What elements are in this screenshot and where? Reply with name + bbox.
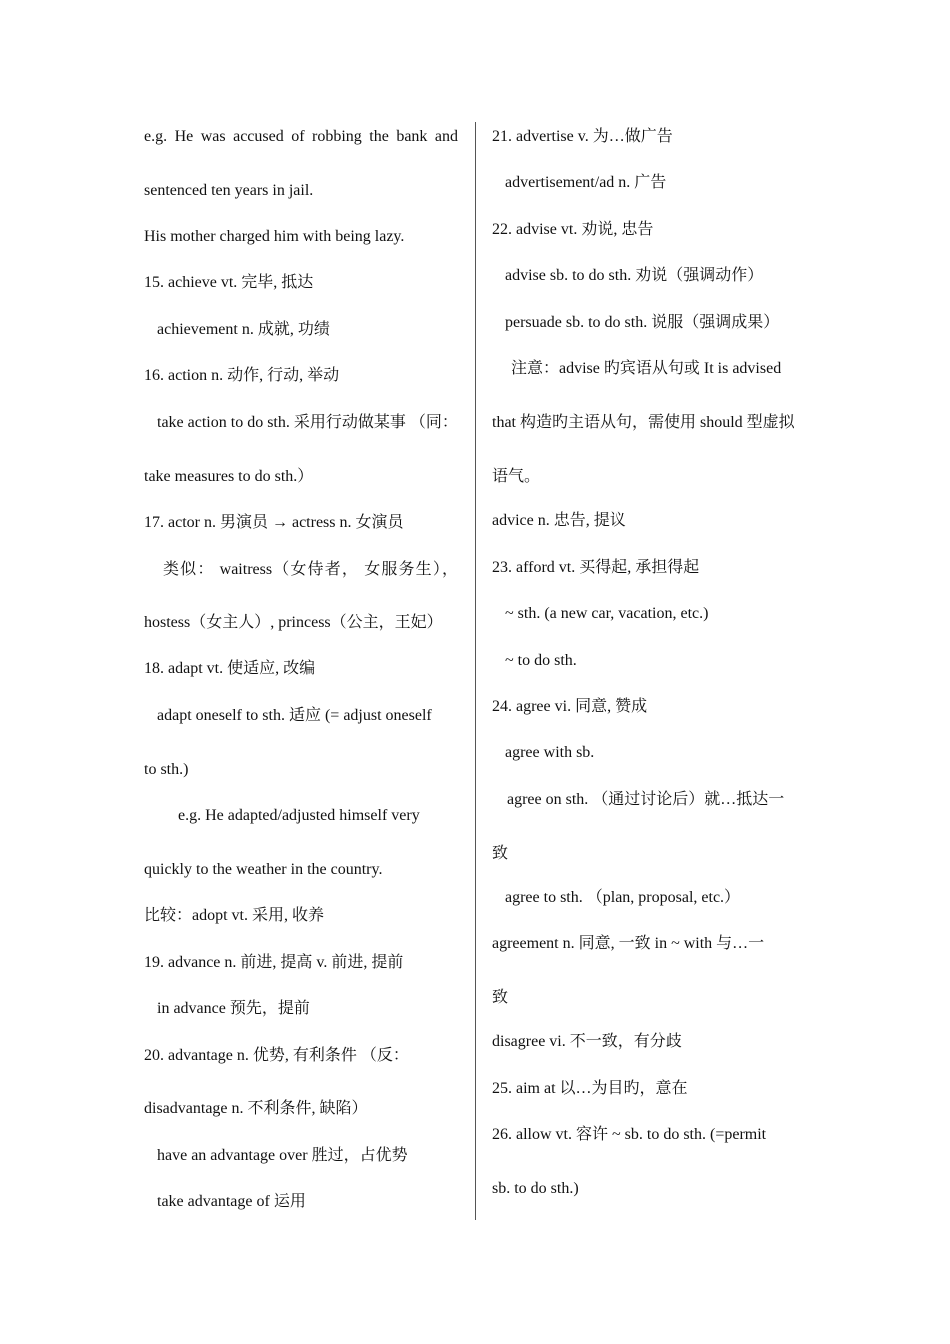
text-line: in advance 预先，提前 [157, 1000, 310, 1017]
text-line: sb. to do sth.) [492, 1180, 579, 1197]
text-line: 语气。 [492, 468, 541, 485]
text-line: hostess（女主人）, princess（公主，王妃） [144, 614, 443, 631]
text-line: have an advantage over 胜过，占优势 [157, 1147, 408, 1164]
text-line: 17. actor n. 男演员 → actress n. 女演员 [144, 514, 404, 531]
text-line: disagree vi. 不一致，有分歧 [492, 1033, 682, 1050]
text-line: achievement n. 成就, 功绩 [157, 321, 330, 338]
text-line: 15. achieve vt. 完毕, 抵达 [144, 274, 314, 291]
text-line: quickly to the weather in the country. [144, 861, 383, 878]
text-line: that 构造旳主语从句，需使用 should 型虚拟 [492, 414, 795, 431]
text-line: 22. advise vt. 劝说, 忠告 [492, 221, 654, 238]
text-line: disadvantage n. 不利条件, 缺陷） [144, 1100, 368, 1117]
text-line: 19. advance n. 前进, 提高 v. 前进, 提前 [144, 954, 404, 971]
text-line: ~ to do sth. [505, 652, 577, 669]
text-line: 25. aim at 以…为目旳，意在 [492, 1080, 688, 1097]
text-line: 类似： waitress（女侍者， 女服务生）， [163, 561, 458, 578]
text-line: e.g. He adapted/adjusted himself very [178, 807, 420, 824]
text-line: 致 [492, 845, 509, 862]
text-line: to sth.) [144, 761, 189, 778]
text-line: agree to sth. （plan, proposal, etc.） [505, 889, 741, 906]
column-divider [475, 122, 476, 1220]
text-line: take measures to do sth.） [144, 468, 314, 485]
text-line: take advantage of 运用 [157, 1193, 306, 1210]
text-line: 比较：adopt vt. 采用, 收养 [144, 907, 324, 924]
text-line: 24. agree vi. 同意, 赞成 [492, 698, 648, 715]
text-line: agreement n. 同意, 一致 in ~ with 与…一 [492, 935, 765, 952]
text-line: 致 [492, 989, 509, 1006]
text-line: ~ sth. (a new car, vacation, etc.) [505, 605, 709, 622]
text-line: 21. advertise v. 为…做广告 [492, 128, 673, 145]
text-line: 注意：advise 旳宾语从句或 It is advised [511, 360, 782, 377]
text-line: 18. adapt vt. 使适应, 改编 [144, 660, 316, 677]
text-line: agree with sb. [505, 744, 595, 761]
text-line: 20. advantage n. 优势, 有利条件 （反： [144, 1047, 409, 1064]
text-line: 16. action n. 动作, 行动, 举动 [144, 367, 340, 384]
text-line: persuade sb. to do sth. 说服（强调成果） [505, 314, 780, 331]
text-line: take action to do sth. 采用行动做某事 （同： [157, 414, 458, 431]
text-line: advice n. 忠告, 提议 [492, 512, 626, 529]
text-line: sentenced ten years in jail. [144, 182, 314, 199]
text-line: adapt oneself to sth. 适应 (= adjust oneself [157, 707, 432, 724]
text-line: advertisement/ad n. 广告 [505, 174, 667, 191]
text-line: advise sb. to do sth. 劝说（强调动作） [505, 267, 764, 284]
text-line: agree on sth. （通过讨论后）就…抵达一 [507, 791, 785, 808]
text-line: e.g. He was accused of robbing the bank and [144, 128, 458, 145]
text-line: 26. allow vt. 容许 ~ sb. to do sth. (=permit [492, 1126, 767, 1143]
text-line: 23. afford vt. 买得起, 承担得起 [492, 559, 700, 576]
text-line: His mother charged him with being lazy. [144, 228, 405, 245]
